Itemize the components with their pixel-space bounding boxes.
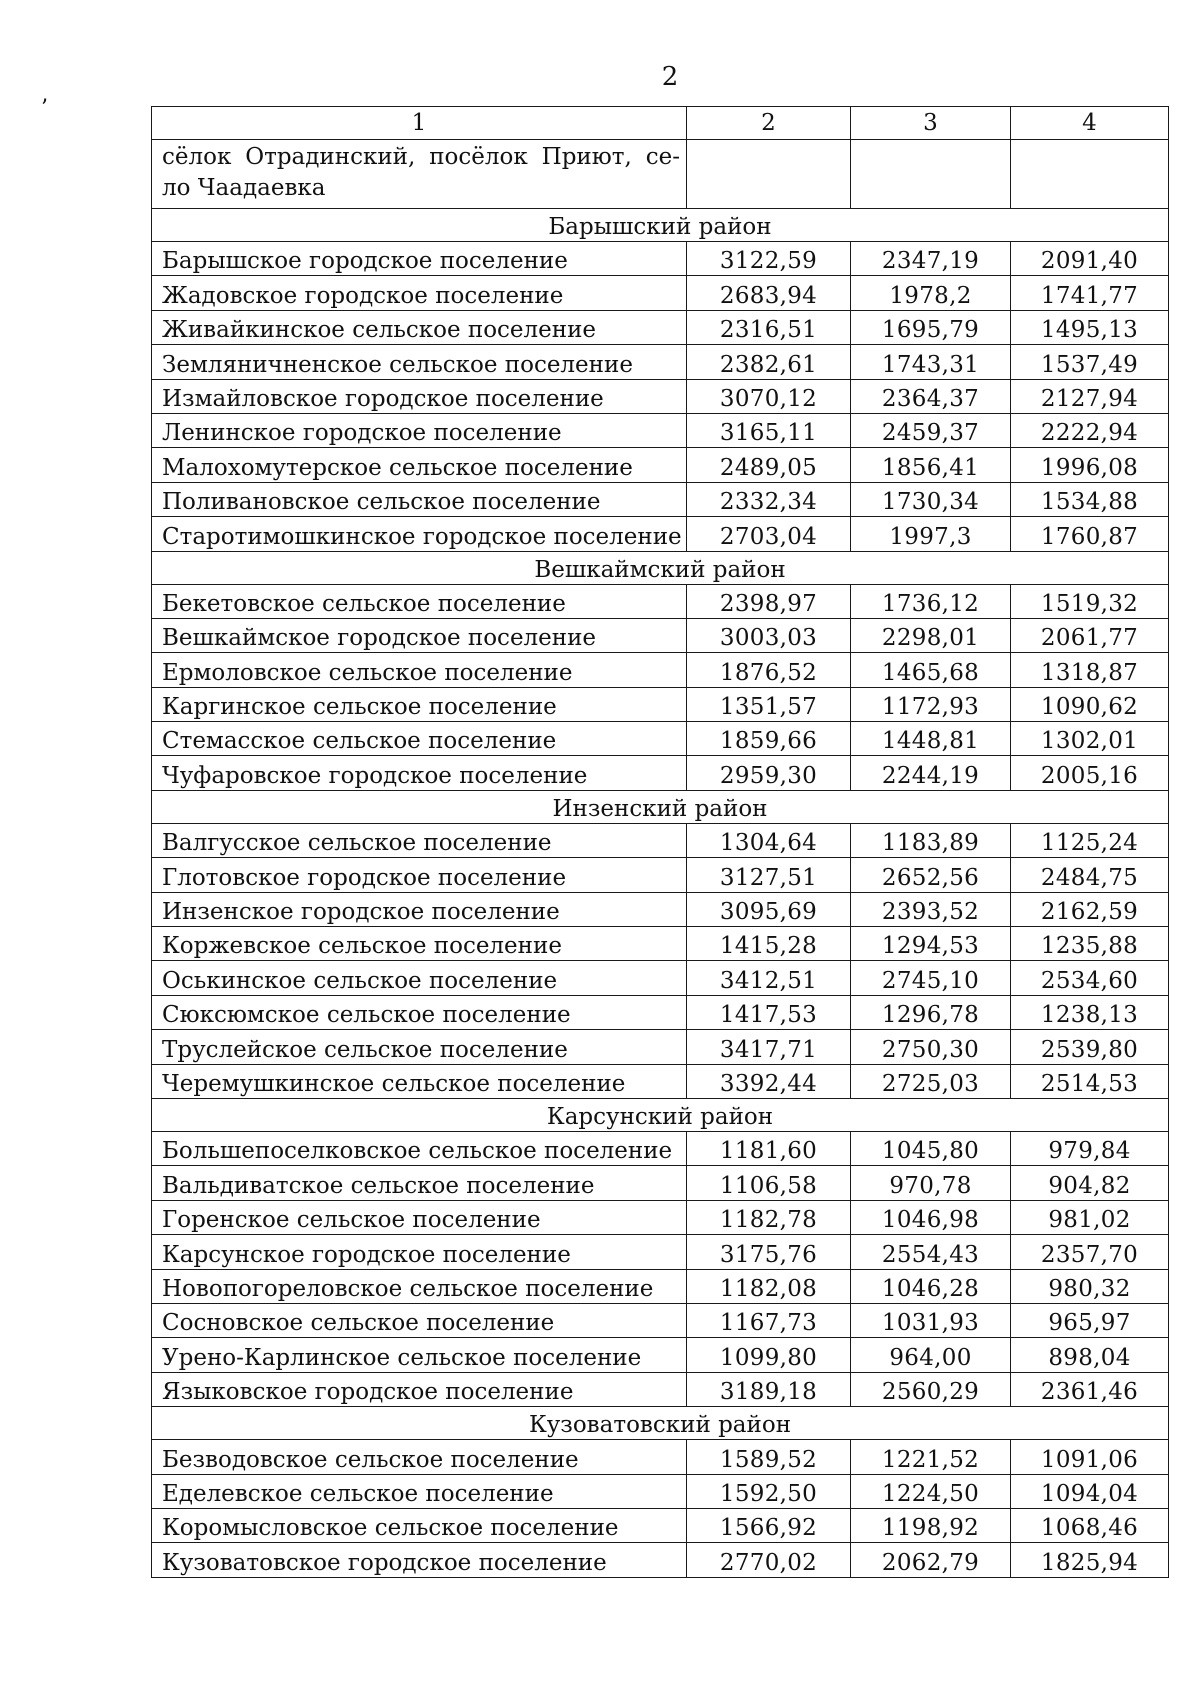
settlement-name: Труслейское сельское поселение <box>152 1030 687 1064</box>
settlement-name: Большепоселковское сельское поселение <box>152 1131 687 1165</box>
value-col3: 1978,2 <box>851 276 1011 310</box>
value-col2: 2959,30 <box>687 756 851 790</box>
value-col2: 3392,44 <box>687 1064 851 1098</box>
value-col4: 904,82 <box>1011 1166 1169 1200</box>
value-col4: 1090,62 <box>1011 687 1169 721</box>
value-col3: 2347,19 <box>851 242 1011 276</box>
value-col2: 1167,73 <box>687 1303 851 1337</box>
settlement-name: Валгусское сельское поселение <box>152 823 687 857</box>
value-col3: 1743,31 <box>851 345 1011 379</box>
value-col4 <box>1011 140 1169 209</box>
value-col3: 1172,93 <box>851 687 1011 721</box>
value-col2: 2382,61 <box>687 345 851 379</box>
table-row <box>152 995 1169 1029</box>
value-col4: 2091,40 <box>1011 242 1169 276</box>
value-col3: 1046,28 <box>851 1269 1011 1303</box>
value-col3: 964,00 <box>851 1338 1011 1372</box>
value-col2: 3095,69 <box>687 892 851 926</box>
table-row <box>152 1200 1169 1234</box>
value-col3: 1730,34 <box>851 482 1011 516</box>
value-col2: 1182,78 <box>687 1200 851 1234</box>
settlement-name: Горенское сельское поселение <box>152 1200 687 1234</box>
value-col2: 1566,92 <box>687 1508 851 1542</box>
settlement-name: Новопогореловское сельское поселение <box>152 1269 687 1303</box>
table-row <box>152 892 1169 926</box>
value-col4: 2061,77 <box>1011 618 1169 652</box>
table-row <box>152 1508 1169 1542</box>
value-col2: 2703,04 <box>687 517 851 551</box>
table-row <box>152 1543 1169 1577</box>
value-col4: 965,97 <box>1011 1303 1169 1337</box>
table-row <box>152 653 1169 687</box>
settlement-name: Оськинское сельское поселение <box>152 961 687 995</box>
value-col4: 1996,08 <box>1011 448 1169 482</box>
value-col3: 2554,43 <box>851 1235 1011 1269</box>
value-col2: 1351,57 <box>687 687 851 721</box>
value-col4: 1302,01 <box>1011 722 1169 756</box>
value-col2: 1182,08 <box>687 1269 851 1303</box>
settlement-name: Инзенское городское поселение <box>152 892 687 926</box>
settlement-name: Чуфаровское городское поселение <box>152 756 687 790</box>
value-col3: 1224,50 <box>851 1474 1011 1508</box>
value-col2: 2332,34 <box>687 482 851 516</box>
table-row <box>152 1269 1169 1303</box>
value-col2: 2770,02 <box>687 1543 851 1577</box>
settlement-name: Коромысловское сельское поселение <box>152 1508 687 1542</box>
settlement-name: Старотимошкинское городское поселение <box>152 517 687 551</box>
value-col3: 1046,98 <box>851 1200 1011 1234</box>
value-col3: 1031,93 <box>851 1303 1011 1337</box>
value-col4: 1091,06 <box>1011 1440 1169 1474</box>
district-title: Кузоватовский район <box>152 1407 1169 1440</box>
value-col4: 2222,94 <box>1011 413 1169 447</box>
value-col3: 1997,3 <box>851 517 1011 551</box>
value-col3: 1045,80 <box>851 1131 1011 1165</box>
settlement-name: Черемушкинское сельское поселение <box>152 1064 687 1098</box>
settlement-name: Стемасское сельское поселение <box>152 722 687 756</box>
value-col2: 3417,71 <box>687 1030 851 1064</box>
table-row <box>152 345 1169 379</box>
table-row <box>152 584 1169 618</box>
value-col3: 1296,78 <box>851 995 1011 1029</box>
settlement-name: Бекетовское сельское поселение <box>152 584 687 618</box>
value-col4: 2534,60 <box>1011 961 1169 995</box>
value-col2: 2316,51 <box>687 310 851 344</box>
settlement-name: Вальдиватское сельское поселение <box>152 1166 687 1200</box>
table-row <box>152 961 1169 995</box>
value-col2: 1106,58 <box>687 1166 851 1200</box>
value-col2: 3127,51 <box>687 858 851 892</box>
value-col2: 1876,52 <box>687 653 851 687</box>
value-col2: 3175,76 <box>687 1235 851 1269</box>
settlement-name: сёлок Отрадинский, посёлок Приют, се-ло Чаадаевка <box>152 140 687 209</box>
value-col2: 1417,53 <box>687 995 851 1029</box>
value-col3: 970,78 <box>851 1166 1011 1200</box>
district-header-row <box>152 1098 1169 1131</box>
settlements-table <box>151 106 1169 1578</box>
table-row <box>152 276 1169 310</box>
value-col4: 979,84 <box>1011 1131 1169 1165</box>
table-row <box>152 927 1169 961</box>
column-header: 1 <box>152 107 687 140</box>
continued-row <box>152 140 1169 209</box>
value-col4: 2484,75 <box>1011 858 1169 892</box>
value-col4: 1235,88 <box>1011 927 1169 961</box>
value-col4: 1495,13 <box>1011 310 1169 344</box>
value-col3: 1198,92 <box>851 1508 1011 1542</box>
district-title: Карсунский район <box>152 1098 1169 1131</box>
settlement-name: Языковское городское поселение <box>152 1372 687 1406</box>
value-col4: 1068,46 <box>1011 1508 1169 1542</box>
value-col2: 2683,94 <box>687 276 851 310</box>
value-col3: 1448,81 <box>851 722 1011 756</box>
value-col3: 1183,89 <box>851 823 1011 857</box>
value-col2 <box>687 140 851 209</box>
value-col2: 2398,97 <box>687 584 851 618</box>
settlement-name: Барышское городское поселение <box>152 242 687 276</box>
settlement-name: Безводовское сельское поселение <box>152 1440 687 1474</box>
value-col4: 1534,88 <box>1011 482 1169 516</box>
value-col2: 1181,60 <box>687 1131 851 1165</box>
value-col4: 2514,53 <box>1011 1064 1169 1098</box>
table-row <box>152 517 1169 551</box>
column-header: 2 <box>687 107 851 140</box>
settlement-name: Карсунское городское поселение <box>152 1235 687 1269</box>
value-col2: 3165,11 <box>687 413 851 447</box>
district-title: Барышский район <box>152 209 1169 242</box>
scan-mark: ’ <box>41 96 48 121</box>
value-col4: 2357,70 <box>1011 1235 1169 1269</box>
table-row <box>152 1166 1169 1200</box>
settlement-name: Урено-Карлинское сельское поселение <box>152 1338 687 1372</box>
table-row <box>152 242 1169 276</box>
value-col2: 3003,03 <box>687 618 851 652</box>
value-col3: 1695,79 <box>851 310 1011 344</box>
value-col3: 2393,52 <box>851 892 1011 926</box>
value-col4: 1760,87 <box>1011 517 1169 551</box>
value-col3: 2298,01 <box>851 618 1011 652</box>
settlement-name: Жадовское городское поселение <box>152 276 687 310</box>
value-col2: 1592,50 <box>687 1474 851 1508</box>
column-header: 3 <box>851 107 1011 140</box>
table-row <box>152 1030 1169 1064</box>
district-title: Инзенский район <box>152 790 1169 823</box>
table-row <box>152 482 1169 516</box>
value-col4: 1825,94 <box>1011 1543 1169 1577</box>
header-row <box>152 107 1169 140</box>
column-header: 4 <box>1011 107 1169 140</box>
value-col2: 1099,80 <box>687 1338 851 1372</box>
table-row <box>152 448 1169 482</box>
value-col2: 1589,52 <box>687 1440 851 1474</box>
value-col2: 1415,28 <box>687 927 851 961</box>
value-col4: 1519,32 <box>1011 584 1169 618</box>
settlement-name: Вешкаймское городское поселение <box>152 618 687 652</box>
table-row <box>152 1303 1169 1337</box>
table-body <box>152 107 1169 1578</box>
table-row <box>152 756 1169 790</box>
value-col2: 3189,18 <box>687 1372 851 1406</box>
value-col3: 2745,10 <box>851 961 1011 995</box>
table-row <box>152 310 1169 344</box>
value-col4: 1094,04 <box>1011 1474 1169 1508</box>
table-row <box>152 722 1169 756</box>
table-row <box>152 858 1169 892</box>
table-row <box>152 1372 1169 1406</box>
settlement-name: Каргинское сельское поселение <box>152 687 687 721</box>
value-col3: 1221,52 <box>851 1440 1011 1474</box>
value-col3: 2062,79 <box>851 1543 1011 1577</box>
settlement-name: Сюксюмское сельское поселение <box>152 995 687 1029</box>
value-col3: 2750,30 <box>851 1030 1011 1064</box>
value-col2: 1859,66 <box>687 722 851 756</box>
value-col4: 1125,24 <box>1011 823 1169 857</box>
settlement-name: Ленинское городское поселение <box>152 413 687 447</box>
table-row <box>152 1474 1169 1508</box>
value-col4: 980,32 <box>1011 1269 1169 1303</box>
value-col4: 1741,77 <box>1011 276 1169 310</box>
value-col3: 2244,19 <box>851 756 1011 790</box>
table-row <box>152 618 1169 652</box>
value-col3: 1736,12 <box>851 584 1011 618</box>
value-col3: 1465,68 <box>851 653 1011 687</box>
value-col4: 2005,16 <box>1011 756 1169 790</box>
district-title: Вешкаймский район <box>152 551 1169 584</box>
table-row <box>152 1131 1169 1165</box>
table-row <box>152 1440 1169 1474</box>
value-col4: 2361,46 <box>1011 1372 1169 1406</box>
value-col3: 2725,03 <box>851 1064 1011 1098</box>
page-number: 2 <box>661 62 679 92</box>
table-row <box>152 1064 1169 1098</box>
value-col4: 898,04 <box>1011 1338 1169 1372</box>
table-row <box>152 1235 1169 1269</box>
value-col3: 2459,37 <box>851 413 1011 447</box>
value-col4: 2127,94 <box>1011 379 1169 413</box>
value-col3: 2652,56 <box>851 858 1011 892</box>
value-col4: 1238,13 <box>1011 995 1169 1029</box>
district-header-row <box>152 1407 1169 1440</box>
value-col4: 1537,49 <box>1011 345 1169 379</box>
value-col3: 2364,37 <box>851 379 1011 413</box>
settlement-name: Малохомутерское сельское поселение <box>152 448 687 482</box>
value-col4: 2539,80 <box>1011 1030 1169 1064</box>
table-row <box>152 823 1169 857</box>
district-header-row <box>152 209 1169 242</box>
value-col3 <box>851 140 1011 209</box>
district-header-row <box>152 790 1169 823</box>
settlement-name: Кузоватовское городское поселение <box>152 1543 687 1577</box>
settlement-name: Измайловское городское поселение <box>152 379 687 413</box>
settlement-name: Глотовское городское поселение <box>152 858 687 892</box>
settlement-name: Коржевское сельское поселение <box>152 927 687 961</box>
settlement-name: Ермоловское сельское поселение <box>152 653 687 687</box>
table-row <box>152 1338 1169 1372</box>
value-col2: 1304,64 <box>687 823 851 857</box>
table-row <box>152 413 1169 447</box>
value-col4: 2162,59 <box>1011 892 1169 926</box>
value-col3: 1294,53 <box>851 927 1011 961</box>
district-header-row <box>152 551 1169 584</box>
settlement-name: Сосновское сельское поселение <box>152 1303 687 1337</box>
value-col3: 2560,29 <box>851 1372 1011 1406</box>
settlement-name: Живайкинское сельское поселение <box>152 310 687 344</box>
settlement-name: Земляничненское сельское поселение <box>152 345 687 379</box>
settlement-name: Поливановское сельское поселение <box>152 482 687 516</box>
table-row <box>152 687 1169 721</box>
value-col2: 3122,59 <box>687 242 851 276</box>
value-col2: 2489,05 <box>687 448 851 482</box>
table-row <box>152 379 1169 413</box>
settlement-name: Еделевское сельское поселение <box>152 1474 687 1508</box>
value-col4: 1318,87 <box>1011 653 1169 687</box>
value-col3: 1856,41 <box>851 448 1011 482</box>
value-col4: 981,02 <box>1011 1200 1169 1234</box>
value-col2: 3070,12 <box>687 379 851 413</box>
value-col2: 3412,51 <box>687 961 851 995</box>
